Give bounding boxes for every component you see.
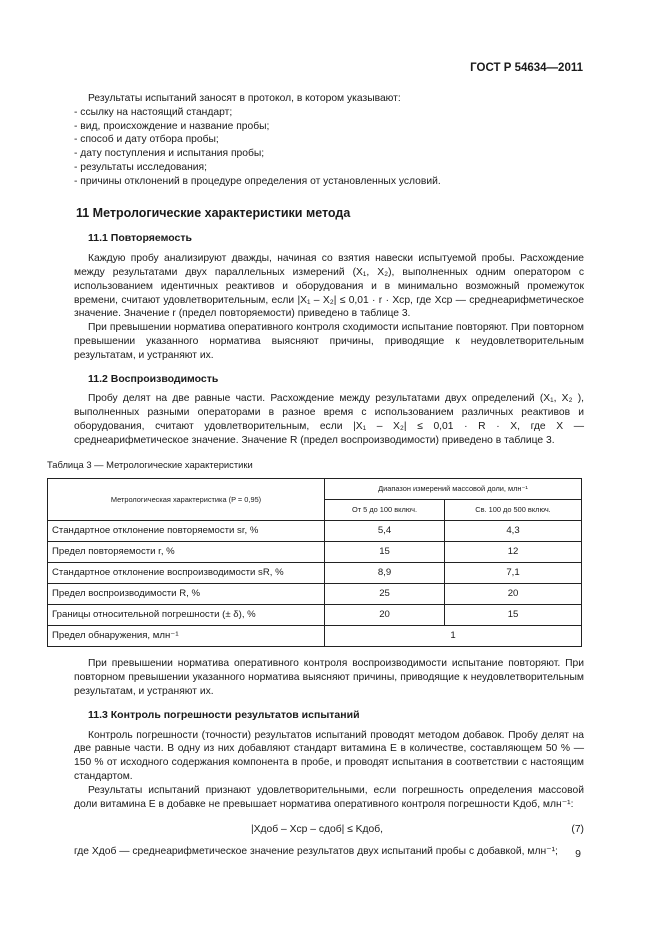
row-value-a: 8,9 [325,563,445,584]
row-value-a: 25 [325,584,445,605]
header-characteristic: Метрологическая характеристика (P = 0,95) [48,479,325,521]
list-item: - ссылку на настоящий стандарт; [74,106,233,118]
row-value-b: 7,1 [445,563,582,584]
standard-number: ГОСТ Р 54634—2011 [470,62,583,74]
row-value-a: 15 [325,542,445,563]
repeatability-paragraph: Каждую пробу анализируют дважды, начиная со взятия навески испытуемой пробы. Расхождение между результатами двух параллельных измерений (X₁, X₂), выполненных одним оператором с использованием идентичных реактивов и оборудования и в минимально возможный промежуток времени, считают удовлетворительным, если |X₁ – X₂| ≤ 0,01 · r · Xср, где Xср — среднеарифметическое значение. Значение r (предел повторяемости) приведено в таблице 3. [74,253,584,320]
section-11-2-heading: 11.2 Воспроизводимость [88,372,219,385]
header-range: Диапазон измерений массовой доли, млн⁻¹ [325,479,582,500]
row-value-b: 4,3 [445,521,582,542]
table-row [48,563,582,584]
table-row [48,626,582,647]
page-content [47,92,584,859]
row-value-b: 20 [445,584,582,605]
row-value-b: 12 [445,542,582,563]
row-name: Стандартное отклонение повторяемости sr, % [48,521,325,542]
formula-7 [74,819,584,845]
page-number: 9 [575,848,581,860]
table-row [48,584,582,605]
header-range-b: Св. 100 до 500 включ. [445,500,582,521]
row-name: Предел воспроизводимости R, % [48,584,325,605]
header-range-a: От 5 до 100 включ. [325,500,445,521]
table-caption: Таблица 3 — Метрологические характеристики [47,458,253,470]
row-name: Стандартное отклонение воспроизводимости sR, % [48,563,325,584]
table-row [48,542,582,563]
table-row [48,521,582,542]
section-11-3-heading: 11.3 Контроль погрешности результатов испытаний [88,708,360,721]
row-name: Предел обнаружения, млн⁻¹ [48,626,325,647]
protocol-intro: Результаты испытаний заносят в протокол, в котором указывают: [88,93,401,104]
formula-number: (7) [571,824,584,836]
where-clause: где Xдоб — среднеарифметическое значение результатов двух испытаний пробы с добавкой, млн⁻¹; [74,846,558,858]
metrology-table [47,478,582,647]
formula-expression: |Xдоб – Xср – cдоб| ≤ Kдоб, [251,824,384,836]
row-value-a: 5,4 [325,521,445,542]
row-value-merged: 1 [325,626,582,647]
list-item: - дату поступления и испытания пробы; [74,148,265,160]
list-item: - вид, происхождение и название пробы; [74,120,270,132]
acceptance-paragraph: Результаты испытаний признают удовлетворительными, если погрешность определения массовой доли витамина Е в добавке не превышает норматива оперативного контроля погрешности Kдоб, млн⁻¹: [74,784,584,810]
row-value-a: 20 [325,605,445,626]
after-table-paragraph: При превышении норматива оперативного контроля воспроизводимости испытание повторяют. При повторном превышении указанного норматива выясняют причины, приводящие к неудовлетворительным результатам, и устраняют их. [74,658,584,697]
accuracy-control-paragraph: Контроль погрешности (точности) результатов испытаний проводят методом добавок. Пробу делят на две равные части. В одну из них добавляют стандарт витамина Е в количестве, составляющем 50 % — 150 % от исходного содержания компонента в пробе, и проводят испытания в соответствии с настоящим стандартом. [74,729,584,782]
protocol-list [74,106,584,189]
section-11-heading: 11 Метрологические характеристики метода [76,205,351,220]
table-row [48,605,582,626]
section-11-1-heading: 11.1 Повторяемость [88,232,192,245]
list-item: - способ и дату отбора пробы; [74,134,219,146]
reproducibility-paragraph: Пробу делят на две равные части. Расхождение между результатами двух определений (X₁, X₂ ), выполненных разными операторами в разное время с использованием различных реактивов и оборудования, считают удовлетворительным, если |X₁ – X₂| ≤ 0,01 · R · X, где X — среднеарифметическое значение. Значение R (предел воспроизводимости) приведено в таблице 3. [74,393,584,446]
row-name: Предел повторяемости r, % [48,542,325,563]
row-name: Границы относительной погрешности (± δ), % [48,605,325,626]
list-item: - причины отклонений в процедуре определения от установленных условий. [74,175,441,187]
row-value-b: 15 [445,605,582,626]
repeatability-control-paragraph: При превышении норматива оперативного контроля сходимости испытание повторяют. При повторном превышении указанного норматива выясняют причины, приводящие к неудовлетворительным результатам, и устраняют их. [74,322,584,361]
list-item: - результаты исследования; [74,161,207,173]
